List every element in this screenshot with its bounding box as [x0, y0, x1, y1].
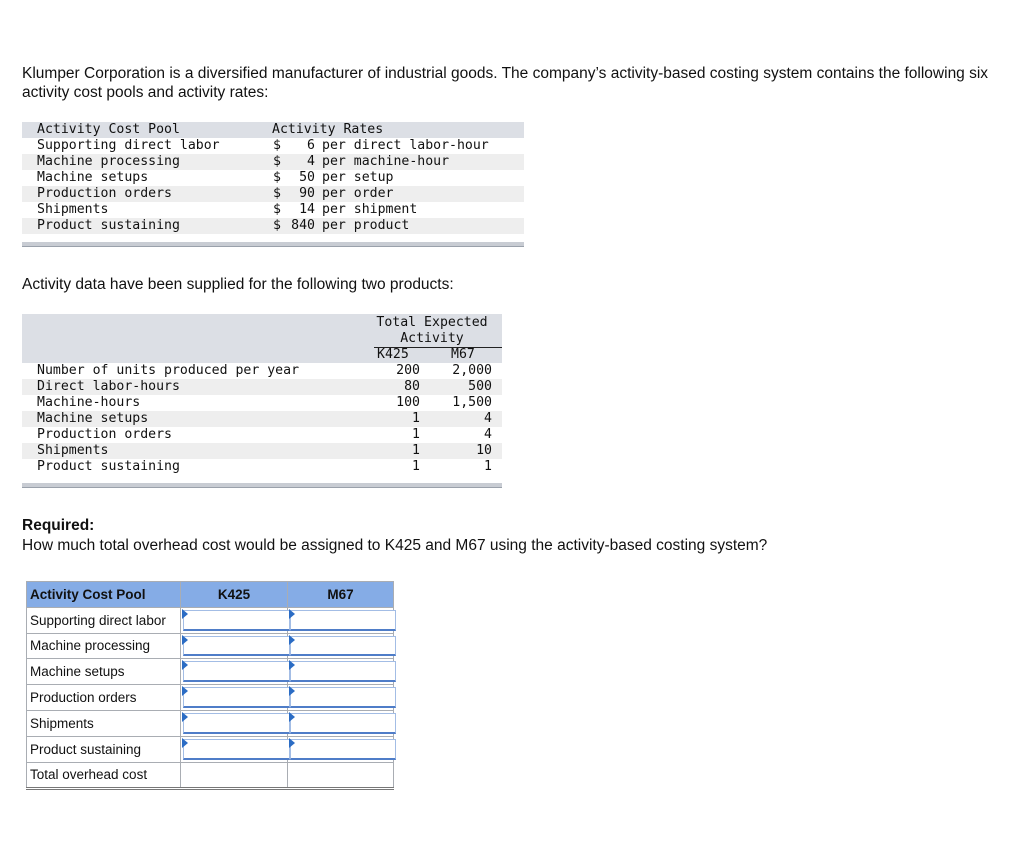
- activity-row-m67: 2,000: [452, 363, 492, 378]
- rates-row-unit: per setup: [322, 170, 394, 185]
- rates-row-pool: Machine processing: [37, 154, 180, 169]
- activity-row: [22, 459, 502, 475]
- answer-cell-k425: [181, 633, 288, 659]
- rates-row-pool: Shipments: [37, 202, 109, 217]
- answer-cell-m67: [288, 736, 394, 762]
- activity-row-m67: 500: [468, 379, 492, 394]
- k425-product-sustaining-input[interactable]: [183, 739, 290, 760]
- cell-marker-icon: [289, 660, 295, 670]
- m67-machine-setups-input[interactable]: [290, 661, 396, 682]
- rates-row-pool: Machine setups: [37, 170, 149, 185]
- rates-row-unit: per product: [322, 218, 410, 233]
- activity-row-m67: 1: [484, 459, 492, 474]
- answer-cell-m67: [288, 633, 394, 659]
- grid-header-pool: Activity Cost Pool: [27, 582, 181, 608]
- cell-marker-icon: [182, 660, 188, 670]
- rates-row-amount: 14: [299, 202, 315, 217]
- activity-row: [22, 379, 502, 395]
- activity-header-line2: Activity: [400, 331, 464, 346]
- answer-cell-m67: [288, 710, 394, 736]
- answer-row-product-sustaining: [27, 736, 394, 762]
- rates-row-unit: per direct labor-hour: [322, 138, 489, 153]
- rates-row: [22, 186, 524, 202]
- activity-data-table: [22, 314, 502, 488]
- m67-supporting-direct-labor-input[interactable]: [290, 610, 396, 631]
- k425-shipments-input[interactable]: [183, 713, 290, 734]
- rates-row-unit: per order: [322, 186, 394, 201]
- answer-cell-k425: [181, 607, 288, 633]
- rates-row-dollar: $: [273, 202, 281, 217]
- k425-machine-setups-input[interactable]: [183, 661, 290, 682]
- rates-row-unit: per machine-hour: [322, 154, 450, 169]
- grid-header-m67: M67: [288, 582, 394, 608]
- rates-row-amount: 90: [299, 186, 315, 201]
- answer-cell-k425: [181, 659, 288, 685]
- rates-row-unit: per shipment: [322, 202, 418, 217]
- answer-row-label: Supporting direct labor: [27, 607, 181, 633]
- rates-row: [22, 218, 524, 234]
- answer-row-label: Production orders: [27, 685, 181, 711]
- activity-row-k425: 100: [396, 395, 420, 410]
- answer-row-total: [27, 762, 394, 789]
- answer-row-machine-setups: [27, 659, 394, 685]
- column-header-m67: M67: [451, 347, 475, 362]
- activity-row: [22, 395, 502, 411]
- activity-row-label: Direct labor-hours: [37, 379, 180, 394]
- activity-row-label: Shipments: [37, 443, 109, 458]
- rates-row-dollar: $: [273, 154, 281, 169]
- activity-row-label: Machine setups: [37, 411, 149, 426]
- m67-shipments-input[interactable]: [290, 713, 396, 734]
- total-m67-cell: [288, 762, 394, 789]
- cell-marker-icon: [182, 635, 188, 645]
- rates-row: [22, 202, 524, 218]
- activity-intro: Activity data have been supplied for the following two products:: [22, 276, 454, 293]
- cell-marker-icon: [289, 635, 295, 645]
- answer-row-label: Machine processing: [27, 633, 181, 659]
- rates-row-dollar: $: [273, 138, 281, 153]
- cell-marker-icon: [182, 686, 188, 696]
- rates-row: [22, 170, 524, 186]
- total-overhead-label: Total overhead cost: [27, 762, 181, 789]
- rates-row: [22, 138, 524, 154]
- answer-row-shipments: [27, 710, 394, 736]
- answer-row-production-orders: [27, 685, 394, 711]
- activity-row-label: Production orders: [37, 427, 172, 442]
- rates-row-amount: 4: [307, 154, 315, 169]
- activity-row-m67: 1,500: [452, 395, 492, 410]
- rates-row-pool: Supporting direct labor: [37, 138, 220, 153]
- rates-header-row: [22, 122, 524, 138]
- required-question: How much total overhead cost would be assigned to K425 and M67 using the activity-based costing system?: [22, 537, 768, 554]
- rates-row-amount: 840: [291, 218, 315, 233]
- activity-rates-table: [22, 122, 524, 247]
- table-bottom-rule: [22, 483, 502, 488]
- answer-cell-k425: [181, 710, 288, 736]
- k425-production-orders-input[interactable]: [183, 687, 290, 708]
- required-section: [22, 516, 767, 556]
- rates-row-pool: Production orders: [37, 186, 172, 201]
- activity-header: [22, 314, 502, 363]
- activity-row: [22, 443, 502, 459]
- activity-row-label: Machine-hours: [37, 395, 141, 410]
- cell-marker-icon: [289, 609, 295, 619]
- activity-row-label: Number of units produced per year: [37, 363, 300, 378]
- table-bottom-rule: [22, 242, 524, 247]
- activity-row-k425: 1: [412, 459, 420, 474]
- answer-cell-k425: [181, 685, 288, 711]
- activity-row-m67: 10: [476, 443, 492, 458]
- cell-marker-icon: [289, 686, 295, 696]
- answer-cell-m67: [288, 685, 394, 711]
- activity-row: [22, 363, 502, 379]
- problem-intro: Klumper Corporation is a diversified manufacturer of industrial goods. The company’s activity-based costing system contains the following six activity cost pools and activity rates:: [22, 65, 989, 101]
- answer-cell-m67: [288, 607, 394, 633]
- activity-row-m67: 4: [484, 411, 492, 426]
- answer-row-label: Machine setups: [27, 659, 181, 685]
- answer-cell-m67: [288, 659, 394, 685]
- answer-grid: [26, 581, 394, 790]
- cell-marker-icon: [289, 738, 295, 748]
- answer-grid-header: [27, 582, 394, 608]
- cell-marker-icon: [289, 712, 295, 722]
- answer-row-label: Product sustaining: [27, 736, 181, 762]
- activity-header-line1: Total Expected: [376, 315, 488, 330]
- m67-product-sustaining-input[interactable]: [290, 739, 396, 760]
- cell-marker-icon: [182, 712, 188, 722]
- rates-row-dollar: $: [273, 170, 281, 185]
- cell-marker-icon: [182, 738, 188, 748]
- cell-marker-icon: [182, 609, 188, 619]
- activity-row-k425: 80: [404, 379, 420, 394]
- total-k425-cell: [181, 762, 288, 789]
- rates-header-pool: Activity Cost Pool: [37, 122, 180, 137]
- answer-row-supporting-direct-labor: [27, 607, 394, 633]
- answer-row-machine-processing: [27, 633, 394, 659]
- rates-row-dollar: $: [273, 186, 281, 201]
- m67-production-orders-input[interactable]: [290, 687, 396, 708]
- activity-row-k425: 1: [412, 443, 420, 458]
- rates-row-amount: 6: [307, 138, 315, 153]
- activity-row: [22, 411, 502, 427]
- activity-row-k425: 1: [412, 427, 420, 442]
- rates-row-pool: Product sustaining: [37, 218, 180, 233]
- activity-row-label: Product sustaining: [37, 459, 180, 474]
- activity-row-m67: 4: [484, 427, 492, 442]
- grid-header-k425: K425: [181, 582, 288, 608]
- rates-row: [22, 154, 524, 170]
- required-label: Required:: [22, 517, 95, 534]
- answer-cell-k425: [181, 736, 288, 762]
- rates-header-rates: Activity Rates: [272, 122, 384, 137]
- k425-supporting-direct-labor-input[interactable]: [183, 610, 290, 631]
- column-header-k425: K425: [377, 347, 409, 362]
- rates-row-amount: 50: [299, 170, 315, 185]
- answer-row-label: Shipments: [27, 710, 181, 736]
- activity-row-k425: 1: [412, 411, 420, 426]
- activity-row: [22, 427, 502, 443]
- rates-row-dollar: $: [273, 218, 281, 233]
- activity-row-k425: 200: [396, 363, 420, 378]
- k425-machine-processing-input[interactable]: [183, 636, 290, 657]
- m67-machine-processing-input[interactable]: [290, 636, 396, 657]
